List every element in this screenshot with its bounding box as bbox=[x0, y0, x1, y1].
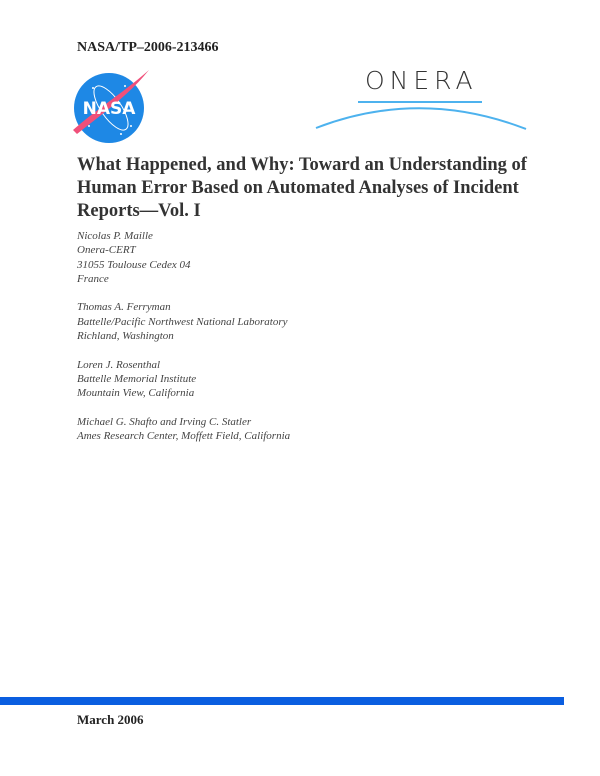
onera-logo-text: ONERA bbox=[365, 66, 478, 95]
author-line: 31055 Toulouse Cedex 04 bbox=[77, 258, 191, 271]
author-line: Mountain View, California bbox=[77, 387, 195, 400]
author-line: Onera-CERT bbox=[77, 244, 136, 257]
title-line: Reports—Vol. I bbox=[77, 201, 201, 221]
author-line: Richland, Washington bbox=[77, 330, 174, 343]
title-line: What Happened, and Why: Toward an Understanding of bbox=[77, 155, 527, 175]
author-list bbox=[77, 229, 290, 458]
report-number: NASA/TP–2006-213466 bbox=[77, 40, 219, 55]
author-line: Battelle Memorial Institute bbox=[77, 372, 197, 385]
publication-date: March 2006 bbox=[77, 712, 144, 727]
nasa-logo bbox=[73, 68, 149, 144]
author-block bbox=[77, 229, 290, 286]
author-line: France bbox=[77, 272, 109, 285]
author-line: Ames Research Center, Moffett Field, California bbox=[77, 430, 291, 443]
author-line: Michael G. Shafto and Irving C. Statler bbox=[77, 415, 252, 428]
author-block bbox=[77, 300, 290, 343]
author-line: Thomas A. Ferryman bbox=[77, 301, 171, 314]
author-block bbox=[77, 358, 290, 401]
author-line: Battelle/Pacific Northwest National Laboratory bbox=[77, 315, 288, 328]
svg-text:NASA: NASA bbox=[82, 99, 136, 119]
title-line: Human Error Based on Automated Analyses of Incident bbox=[77, 178, 519, 198]
blue-divider-bar bbox=[0, 697, 564, 705]
author-line: Nicolas P. Maille bbox=[77, 230, 153, 242]
author-block bbox=[77, 415, 290, 444]
document-title bbox=[77, 154, 537, 223]
author-line: Loren J. Rosenthal bbox=[77, 358, 160, 371]
